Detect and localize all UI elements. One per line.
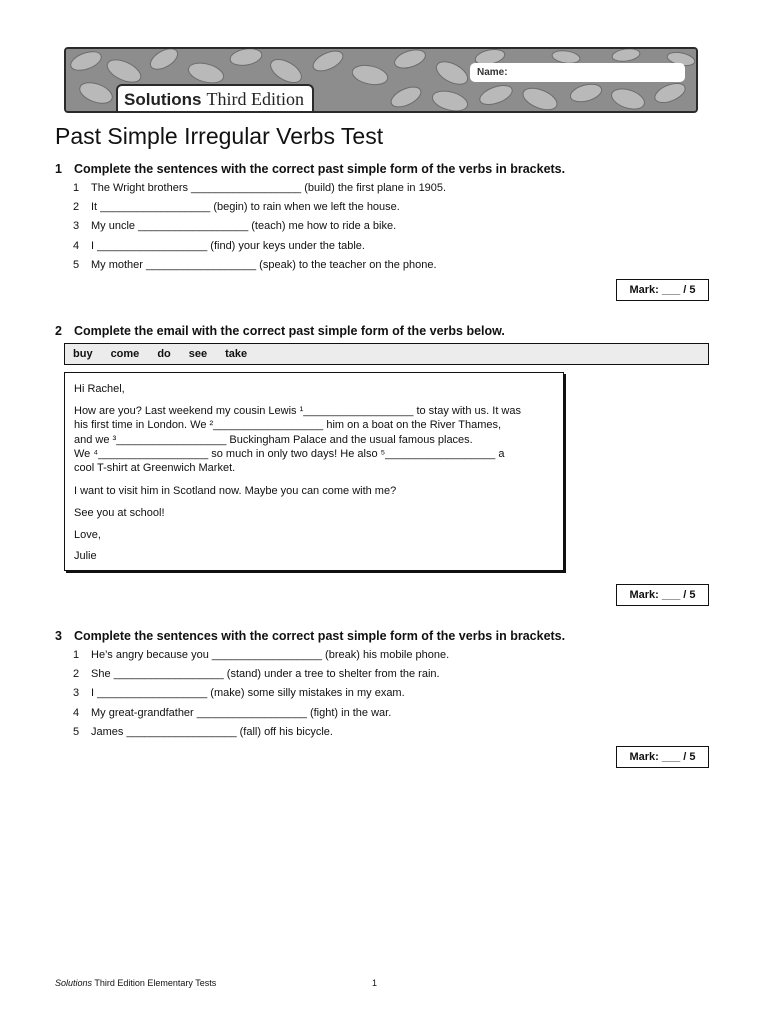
email-line: We ⁴__________________ so much in only two days! He also ⁵__________________ a — [74, 448, 505, 460]
item-number: 5 — [73, 726, 80, 738]
item-text: He’s angry because you __________________ (break) his mobile phone. — [91, 649, 450, 661]
name-field[interactable] — [470, 63, 685, 82]
item-text: She __________________ (stand) under a tree to shelter from the rain. — [91, 668, 440, 680]
header-banner — [64, 47, 698, 113]
name-label: Name: — [477, 67, 508, 78]
item-number: 1 — [73, 649, 80, 661]
exercise-1-instruction — [55, 162, 565, 176]
instruction-text: Complete the email with the correct past simple form of the verbs below. — [74, 324, 505, 338]
item-number: 4 — [73, 707, 80, 719]
footer-subtitle: Third Edition Elementary Tests — [92, 978, 217, 988]
instruction-text: Complete the sentences with the correct past simple form of the verbs in brackets. — [74, 162, 566, 176]
exercise-3-item — [73, 707, 391, 719]
item-text: James __________________ (fall) off his bicycle. — [91, 726, 333, 738]
brand-edition: Third Edition — [206, 89, 304, 109]
item-text: The Wright brothers __________________ (build) the first plane in 1905. — [91, 182, 447, 194]
item-text: My great-grandfather __________________ (fight) in the war. — [91, 707, 392, 719]
item-text: My uncle __________________ (teach) me how to ride a bike. — [91, 220, 397, 232]
email-greeting: Hi Rachel, — [74, 383, 125, 395]
word-option: see — [188, 348, 208, 360]
email-paragraph: See you at school! — [74, 507, 165, 519]
footer-title — [55, 978, 216, 988]
instruction-text: Complete the sentences with the correct past simple form of the verbs in brackets. — [74, 629, 566, 643]
mark-box: Mark: ___ / 5 — [616, 279, 709, 301]
item-number: 2 — [73, 201, 80, 213]
item-number: 3 — [73, 220, 80, 232]
exercise-1-item — [73, 182, 446, 194]
word-option: buy — [73, 348, 93, 360]
brand-logo — [116, 84, 314, 113]
item-text: I __________________ (make) some silly mistakes in my exam. — [91, 687, 405, 699]
exercise-3-item — [73, 668, 440, 680]
exercise-3-instruction — [55, 629, 565, 643]
exercise-1-item — [73, 201, 400, 213]
exercise-number: 2 — [55, 324, 62, 338]
email-line: How are you? Last weekend my cousin Lewis ¹__________________ to stay with us. It was — [74, 405, 521, 417]
item-number: 4 — [73, 240, 80, 252]
email-line: cool T-shirt at Greenwich Market. — [74, 462, 236, 474]
item-text: My mother __________________ (speak) to the teacher on the phone. — [91, 259, 437, 271]
item-number: 2 — [73, 668, 80, 680]
email-signature: Julie — [74, 550, 97, 562]
footer-brand: Solutions — [55, 978, 93, 988]
item-text: It __________________ (begin) to rain when we left the house. — [91, 201, 400, 213]
email-paragraph: I want to visit him in Scotland now. Maybe you can come with me? — [74, 485, 397, 497]
exercise-1-item — [73, 259, 437, 271]
exercise-number: 3 — [55, 629, 62, 643]
exercise-3-item — [73, 649, 449, 661]
exercise-2-instruction — [55, 324, 505, 338]
page-title: Past Simple Irregular Verbs Test — [55, 123, 384, 149]
word-option: take — [225, 348, 248, 360]
word-box — [64, 343, 709, 365]
item-number: 5 — [73, 259, 80, 271]
exercise-1-item — [73, 240, 365, 252]
brand-name: Solutions — [124, 89, 202, 109]
item-number: 1 — [73, 182, 80, 194]
word-option: come — [110, 348, 140, 360]
mark-box: Mark: ___ / 5 — [616, 746, 709, 768]
exercise-number: 1 — [55, 162, 62, 176]
mark-box: Mark: ___ / 5 — [616, 584, 709, 606]
email-closing: Love, — [74, 529, 101, 541]
word-option: do — [157, 348, 171, 360]
item-number: 3 — [73, 687, 80, 699]
exercise-3-item — [73, 687, 405, 699]
exercise-1-item — [73, 220, 396, 232]
exercise-3-item — [73, 726, 333, 738]
email-line: his first time in London. We ²__________________ him on a boat on the River Thames, — [74, 419, 502, 431]
email-box — [64, 372, 564, 571]
page-number: 1 — [372, 978, 378, 988]
email-line: and we ³__________________ Buckingham Palace and the usual famous places. — [74, 434, 473, 446]
item-text: I __________________ (find) your keys under the table. — [91, 240, 365, 252]
